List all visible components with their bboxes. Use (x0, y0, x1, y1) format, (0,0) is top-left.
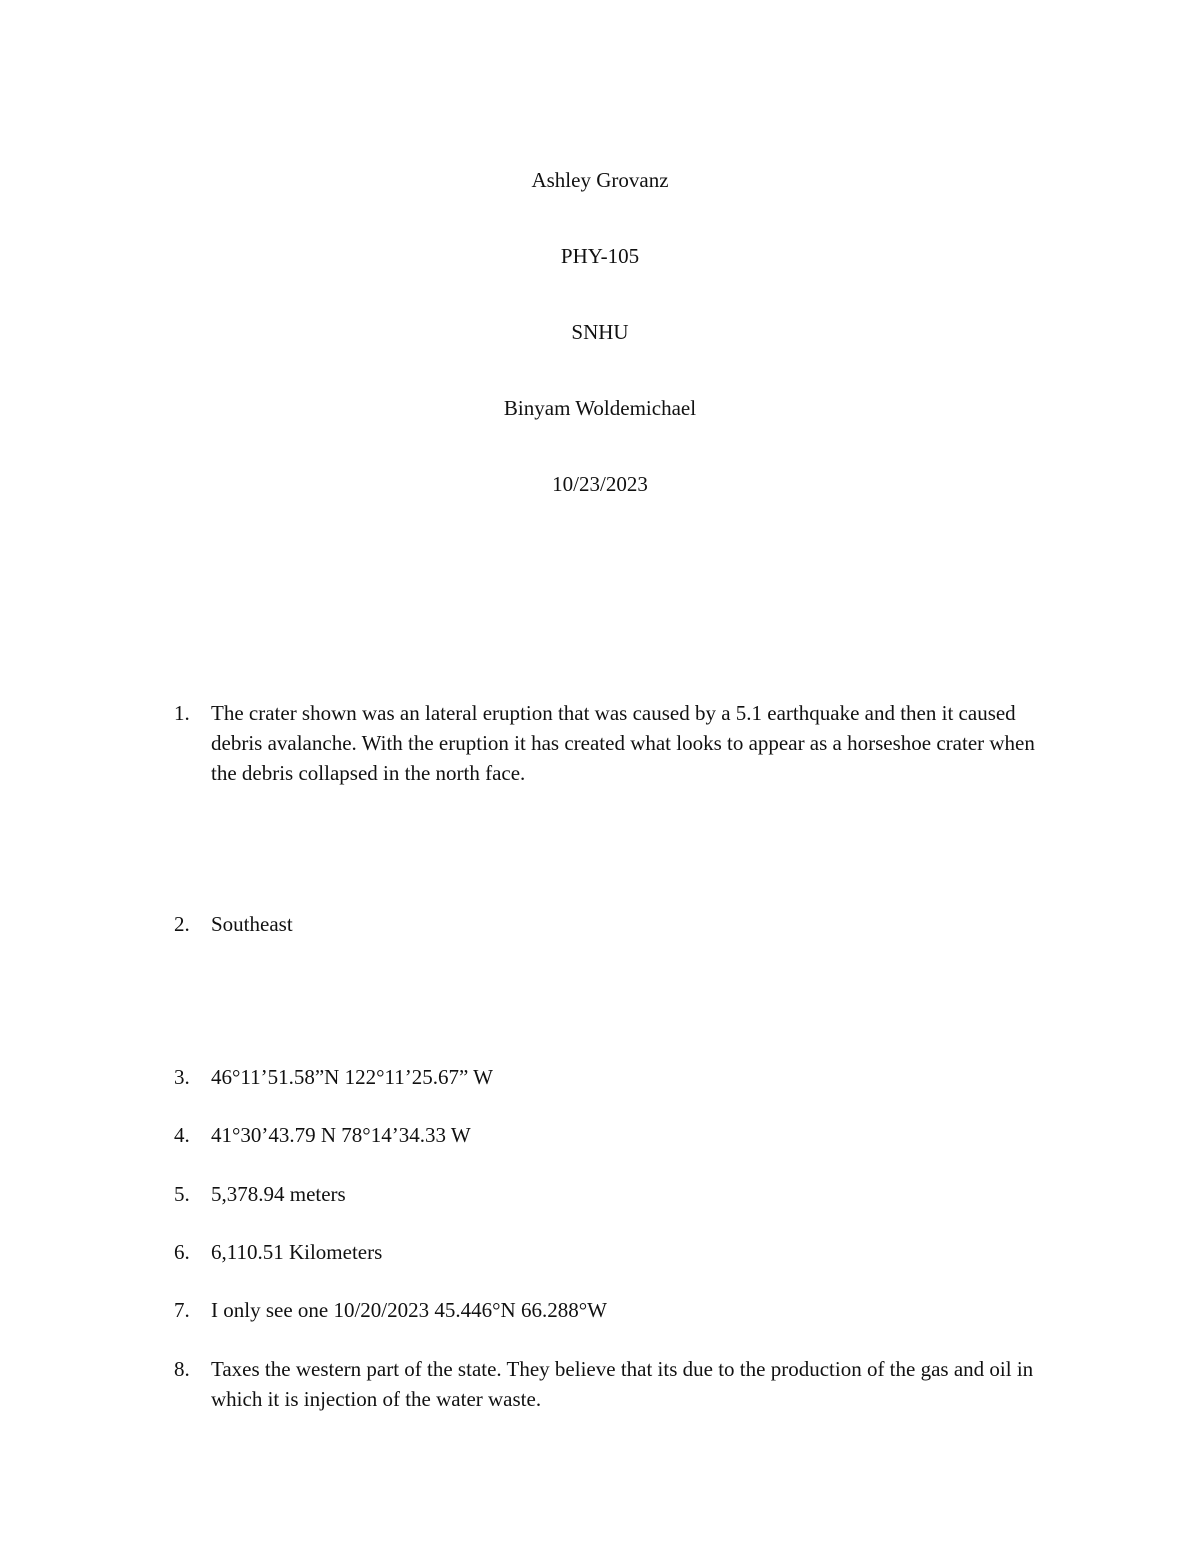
answer-item-8 (174, 1354, 1054, 1414)
answer-number: 4. (174, 1123, 190, 1147)
answer-item-5 (174, 1179, 1054, 1209)
answer-item-1 (174, 698, 1054, 788)
answer-number: 2. (174, 912, 190, 936)
answer-text: 41°30’43.79 N 78°14’34.33 W (211, 1123, 471, 1147)
answer-item-3 (174, 1062, 1054, 1092)
answer-number: 7. (174, 1298, 190, 1322)
answer-item-6 (174, 1237, 1054, 1267)
answer-number: 6. (174, 1240, 190, 1264)
answer-number: 8. (174, 1357, 190, 1381)
answer-number: 5. (174, 1182, 190, 1206)
school-name: SNHU (571, 320, 629, 344)
author-name: Ashley Grovanz (531, 168, 669, 192)
answer-text: The crater shown was an lateral eruption that was caused by a 5.1 earthquake and then it caused debris avalanche. With the eruption it has created what looks to appear as a horseshoe crater when the debris collapsed in the north face. (211, 701, 1035, 785)
answer-number: 1. (174, 701, 190, 725)
answer-item-4 (174, 1120, 1054, 1150)
answer-text: I only see one 10/20/2023 45.446°N 66.288°W (211, 1298, 607, 1322)
answer-text: 46°11’51.58”N 122°11’25.67” W (211, 1065, 493, 1089)
answer-text: Southeast (211, 912, 293, 936)
answer-text: 5,378.94 meters (211, 1182, 346, 1206)
document-date: 10/23/2023 (552, 472, 648, 496)
answer-text: Taxes the western part of the state. They believe that its due to the production of the gas and oil in which it is injection of the water waste. (211, 1357, 1034, 1411)
answer-item-7 (174, 1295, 1054, 1325)
answer-item-2 (174, 909, 1054, 939)
answer-text: 6,110.51 Kilometers (211, 1240, 383, 1264)
answer-number: 3. (174, 1065, 190, 1089)
instructor-name: Binyam Woldemichael (503, 396, 697, 420)
course-code: PHY-105 (560, 244, 640, 268)
